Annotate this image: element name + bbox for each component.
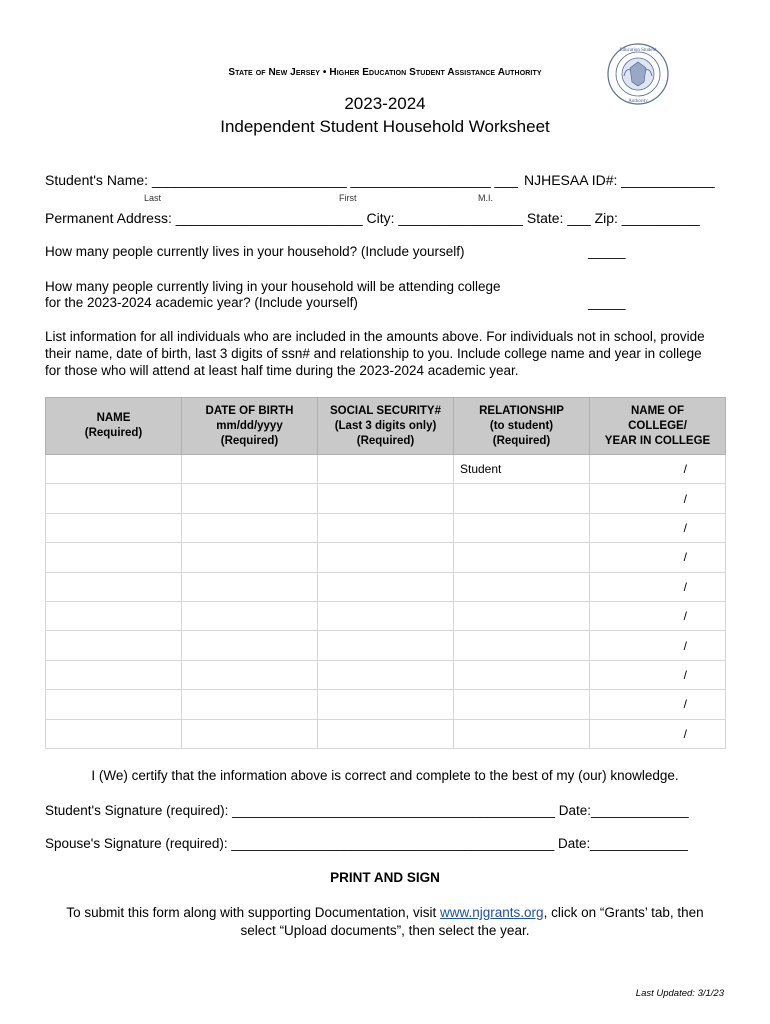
cell-dob[interactable] (182, 484, 318, 513)
agency-name: State of New Jersey • Higher Education Student Assistance Authority (228, 67, 542, 78)
svg-text:Education Student: Education Student (619, 48, 657, 53)
address-field[interactable]: Permanent Address: ________________________ City: ________________ State: ___ Zip: __________ (45, 210, 700, 226)
cell-dob[interactable] (182, 631, 318, 660)
household-count-blank[interactable]: _____ (588, 244, 626, 259)
cell-name[interactable] (46, 690, 182, 719)
column-header-relationship: RELATIONSHIP (to student) (Required) (454, 398, 590, 455)
table-row (46, 719, 726, 748)
cell-relationship[interactable] (454, 513, 590, 542)
cell-relationship[interactable] (454, 543, 590, 572)
column-header-name: NAME (Required) (46, 398, 182, 455)
cell-name[interactable] (46, 601, 182, 630)
cell-relationship[interactable] (454, 631, 590, 660)
cell-college[interactable]: / (590, 719, 726, 748)
college-count-question-line2: for the 2023-2024 academic year? (Include yourself) (45, 295, 358, 310)
college-count-question-line1: How many people currently living in your household will be attending college (45, 279, 501, 294)
njgrants-link[interactable]: www.njgrants.org (440, 905, 544, 920)
cell-relationship[interactable] (454, 484, 590, 513)
sub-label-last: Last (144, 193, 162, 203)
cell-name[interactable] (46, 572, 182, 601)
student-name-field[interactable]: Student's Name: _________________________ __________________ ___ (45, 172, 518, 188)
cell-college[interactable]: / (590, 601, 726, 630)
cell-relationship[interactable] (454, 719, 590, 748)
form-title: Independent Student Household Worksheet (220, 117, 550, 136)
cell-ssn[interactable] (318, 719, 454, 748)
table-row (46, 543, 726, 572)
last-updated-date: Last Updated: 3/1/23 (635, 988, 724, 999)
student-signature-field[interactable]: Student's Signature (required): ___________________________________________ Date:_____________ (45, 803, 689, 818)
table-row (46, 660, 726, 689)
table-row (46, 572, 726, 601)
cell-ssn[interactable] (318, 601, 454, 630)
household-count-question: How many people currently lives in your household? (Include yourself) (45, 244, 465, 259)
household-members-table (45, 397, 726, 749)
certification-statement: I (We) certify that the information above is correct and complete to the best of my (our) knowledge. (91, 768, 679, 783)
instructions-line1: List information for all individuals who are included in the amounts above. For individuals not in school, provide (45, 329, 705, 344)
submit-text-after: , click on “Grants’ tab, then (543, 905, 704, 920)
instructions-line3: for those who will attend at least half time during the 2023-2024 academic year. (45, 363, 519, 378)
cell-college[interactable]: / (590, 513, 726, 542)
cell-college[interactable]: / (590, 484, 726, 513)
cell-ssn[interactable] (318, 484, 454, 513)
column-header-college: NAME OF COLLEGE/ YEAR IN COLLEGE (590, 398, 726, 455)
cell-relationship[interactable] (454, 660, 590, 689)
cell-college[interactable]: / (590, 631, 726, 660)
table-header-row (46, 398, 726, 455)
svg-text:Authority: Authority (628, 99, 648, 104)
cell-college[interactable]: / (590, 690, 726, 719)
column-header-date-of-birth: DATE OF BIRTH mm/dd/yyyy (Required) (182, 398, 318, 455)
cell-name[interactable] (46, 484, 182, 513)
njhesaa-id-field[interactable]: NJHESAA ID#: ____________ (524, 172, 715, 188)
cell-relationship[interactable] (454, 690, 590, 719)
table-row (46, 690, 726, 719)
cell-ssn[interactable] (318, 690, 454, 719)
cell-college[interactable]: / (590, 543, 726, 572)
sub-label-first: First (339, 193, 357, 203)
college-count-blank[interactable]: _____ (588, 295, 626, 310)
cell-name[interactable] (46, 631, 182, 660)
submit-instructions (0, 904, 770, 940)
submit-text-before: To submit this form along with supporting Documentation, visit (66, 905, 441, 920)
cell-dob[interactable] (182, 543, 318, 572)
cell-college[interactable]: / (590, 572, 726, 601)
cell-name[interactable] (46, 719, 182, 748)
cell-ssn[interactable] (318, 513, 454, 542)
instructions-line2: their name, date of birth, last 3 digits of ssn# and relationship to you. Include college name and year in college (45, 346, 702, 361)
cell-name[interactable] (46, 455, 182, 484)
cell-dob[interactable] (182, 660, 318, 689)
submit-text-line2: select “Upload documents”, then select the year. (240, 923, 530, 938)
cell-ssn[interactable] (318, 543, 454, 572)
form-year: 2023-2024 (344, 94, 426, 113)
cell-relationship[interactable] (454, 572, 590, 601)
cell-name[interactable] (46, 660, 182, 689)
print-and-sign-heading: PRINT AND SIGN (330, 870, 440, 885)
table-row (46, 455, 726, 484)
cell-relationship[interactable]: Student (454, 455, 590, 484)
table-row (46, 484, 726, 513)
cell-dob[interactable] (182, 601, 318, 630)
cell-dob[interactable] (182, 572, 318, 601)
cell-college[interactable]: / (590, 660, 726, 689)
cell-ssn[interactable] (318, 660, 454, 689)
cell-name[interactable] (46, 513, 182, 542)
cell-dob[interactable] (182, 690, 318, 719)
cell-ssn[interactable] (318, 572, 454, 601)
spouse-signature-field[interactable]: Spouse's Signature (required): ___________________________________________ Date:_____________ (45, 836, 688, 851)
cell-dob[interactable] (182, 719, 318, 748)
cell-ssn[interactable] (318, 631, 454, 660)
cell-dob[interactable] (182, 455, 318, 484)
cell-name[interactable] (46, 543, 182, 572)
table-row (46, 631, 726, 660)
sub-label-mi: M.I. (478, 193, 493, 203)
table-row (46, 513, 726, 542)
table-row (46, 601, 726, 630)
column-header-ssn: SOCIAL SECURITY# (Last 3 digits only) (Required) (318, 398, 454, 455)
cell-dob[interactable] (182, 513, 318, 542)
cell-relationship[interactable] (454, 601, 590, 630)
cell-college[interactable]: / (590, 455, 726, 484)
cell-ssn[interactable] (318, 455, 454, 484)
